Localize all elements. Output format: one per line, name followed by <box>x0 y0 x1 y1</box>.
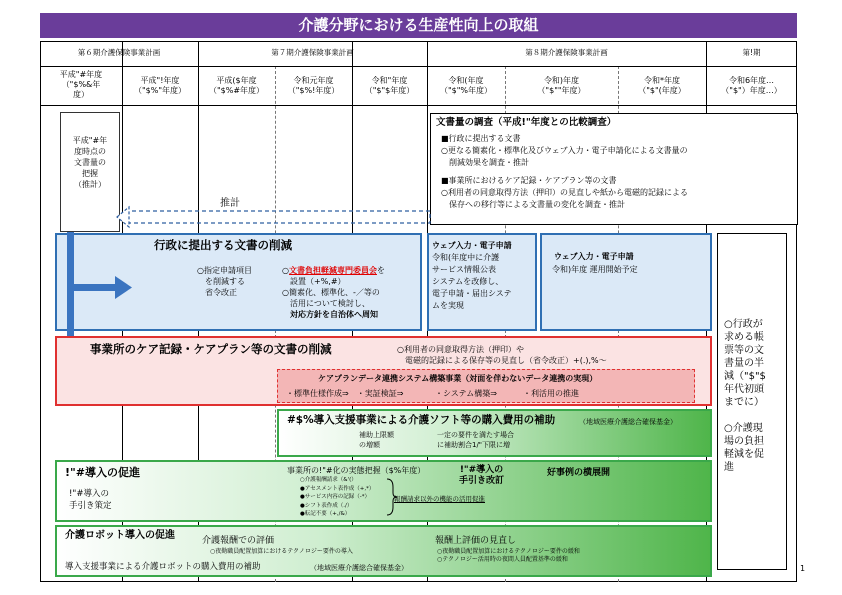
survey-line: ○更なる簡素化・標準化及びウェブ入力・電子申請化による文書量の <box>441 146 688 155</box>
survey-box <box>430 113 798 225</box>
admin-docs-item3-bold: 対応方針を自治体へ周知 <box>282 310 378 319</box>
ict-sub: !"#導入の 手引き策定 <box>69 489 112 511</box>
plan8-header: 第８期介護保険事業計画 <box>525 48 608 57</box>
careplan-system-title: ケアプランデータ連携システム構築事業（対面を伴わないデータ連携の実現） <box>318 374 598 383</box>
soft-subsidy-note: （地域医療介護総合確保基金） <box>579 418 677 426</box>
ict-link: 報酬請求以外の機能の活用促進 <box>394 495 485 503</box>
soft-subsidy-left: 補助上限額 の増額 <box>359 431 394 449</box>
estimate-label: 推計 <box>220 198 240 209</box>
year-cell: 令和"年度 （"$"$年度） <box>364 76 415 95</box>
admin-docs-title: 行政に提出する文書の削減 <box>154 238 292 252</box>
soft-subsidy-box <box>277 409 712 457</box>
ict-guide-title: !"#導入の 手引き改訂 <box>459 465 505 486</box>
goals-text: ○行政が 求める帳 票等の文 書量の半 減（"$"$ 年代初頭 までに） ○介護現 場の負担 軽減を促 進 <box>724 319 766 473</box>
care-records-line2: 電磁的記録による保存等の見直し（省令改正）+(.),%～ <box>397 356 607 365</box>
careplan-system-box <box>277 369 695 403</box>
survey-line: 削減効果を調査・推計 <box>441 158 529 167</box>
web-input-box-1 <box>427 233 537 331</box>
care-records-line1: ○利用者の同意取得方法（押印）や <box>397 345 524 354</box>
careplan-step: ・標準仕様作成⇒ ・実証検証⇒ <box>286 389 404 398</box>
year-cell: 平成($年度 （"$%#年度） <box>208 76 265 95</box>
web-input-body-1: 令和(年度中に介護 サービス情報公表 システムを改修し、 電子申請・届出システ ムを実現 <box>432 253 512 310</box>
robot-box <box>55 525 712 577</box>
web-input-box-2 <box>540 233 712 331</box>
estimate-arrow <box>115 205 435 233</box>
estimate-box <box>60 112 120 232</box>
survey-line: ○利用者の同意取得方法（押印）の見直しや紙から電磁的記録による <box>441 188 688 197</box>
ict-survey-items: ○介護報酬請求（&'(） ●アセスメント表作成（+,*） ●サービス内容の記録（-*） ●シフト表作成（./） ●転記不要（+,/&） <box>300 477 375 517</box>
robot-title: 介護ロボット導入の促進 <box>65 530 175 541</box>
year-cell: 令和)年度 （"$""年度） <box>537 76 586 95</box>
survey-title: 文書量の調査（平成!"年度との比較調査） <box>436 117 617 128</box>
robot-eval2: 報酬上評価の見直し <box>435 536 517 546</box>
web-input-body-2: 令和)年度 運用開始予定 <box>552 265 638 274</box>
page-title: 介護分野における生産性向上の取組 <box>40 13 797 38</box>
robot-eval2-note: ○夜勤職員配置加算におけるテクノロジー要件の緩和 ○テクノロジー活用時の夜間人員配置基準の緩和 <box>437 548 580 563</box>
page-number: 1 <box>800 564 806 573</box>
estimate-text: 平成"#年 度時点の 文書量の 把握 （推計） <box>72 136 108 189</box>
admin-docs-item1: ○指定申請項目 を削減する 省令改正 <box>197 266 252 297</box>
careplan-step: ・利活用の推進 <box>523 389 579 398</box>
year-cell: 平成"!年度 （"$%"年度） <box>133 76 187 95</box>
web-input-title-2: ウェブ入力・電子申請 <box>554 252 634 261</box>
year-cell: 令和6年度… （"$"）年度…） <box>721 76 782 95</box>
ict-survey-title: 事業所の!"#化の実態把握（$%年度） <box>287 466 426 475</box>
plan6-header: 第６期介護保険事業計画 <box>77 48 161 57</box>
plan9-header: 第!期 <box>742 48 761 57</box>
robot-subsidy: 導入支援事業による介護ロボットの購入費用の補助 <box>65 562 261 572</box>
robot-subsidy-note: （地域医療介護総合確保基金） <box>310 564 408 572</box>
soft-subsidy-title: #$%導入支援事業による介護ソフト等の購入費用の補助 <box>287 414 556 426</box>
admin-docs-item2: ○文書負担軽減専門委員会を 設置（+%,#） <box>282 266 385 286</box>
grid-divider <box>40 66 797 67</box>
ict-title: !"#導入の促進 <box>65 466 140 479</box>
careplan-step: ・システム構築⇒ <box>435 389 497 398</box>
ict-brace <box>385 477 399 517</box>
year-cell: 平成"#年度 （"$%&年 度） <box>59 70 103 99</box>
care-records-title: 事業所のケア記録・ケアプラン等の文書の削減 <box>90 342 332 356</box>
admin-docs-item3: ○簡素化、標準化、-／等の 活用について検討し、 <box>282 288 380 308</box>
ict-box <box>55 460 712 522</box>
year-cell: 令和*年度 （"$"(年度） <box>638 76 686 95</box>
plan7-header: 第７期介護保険事業計画 <box>271 48 354 57</box>
year-cell: 令和(年度 （"$"%年度） <box>439 76 493 95</box>
ict-good-practice: 好事例の横展開 <box>547 468 611 478</box>
survey-line: ■事業所におけるケア記録・ケアプラン等の文書 <box>441 176 617 185</box>
robot-eval1: 介護報酬での評価 <box>202 536 275 546</box>
year-cell: 令和元年度 （"$%!年度） <box>287 76 340 95</box>
soft-subsidy-right: 一定の要件を満たす場合 に補助割合1/"下限に増 <box>437 431 514 449</box>
survey-line: ■行政に提出する文書 <box>441 134 521 143</box>
robot-eval1-note: ○夜勤職員配置加算におけるテクノロジー要件の導入 <box>210 548 353 555</box>
grid-divider <box>40 105 797 106</box>
web-input-title-1: ウェブ入力・電子申請 <box>432 241 512 250</box>
goals-box <box>717 233 787 570</box>
survey-line: 保存への移行等による文書量の変化を調査・推計 <box>441 200 625 209</box>
